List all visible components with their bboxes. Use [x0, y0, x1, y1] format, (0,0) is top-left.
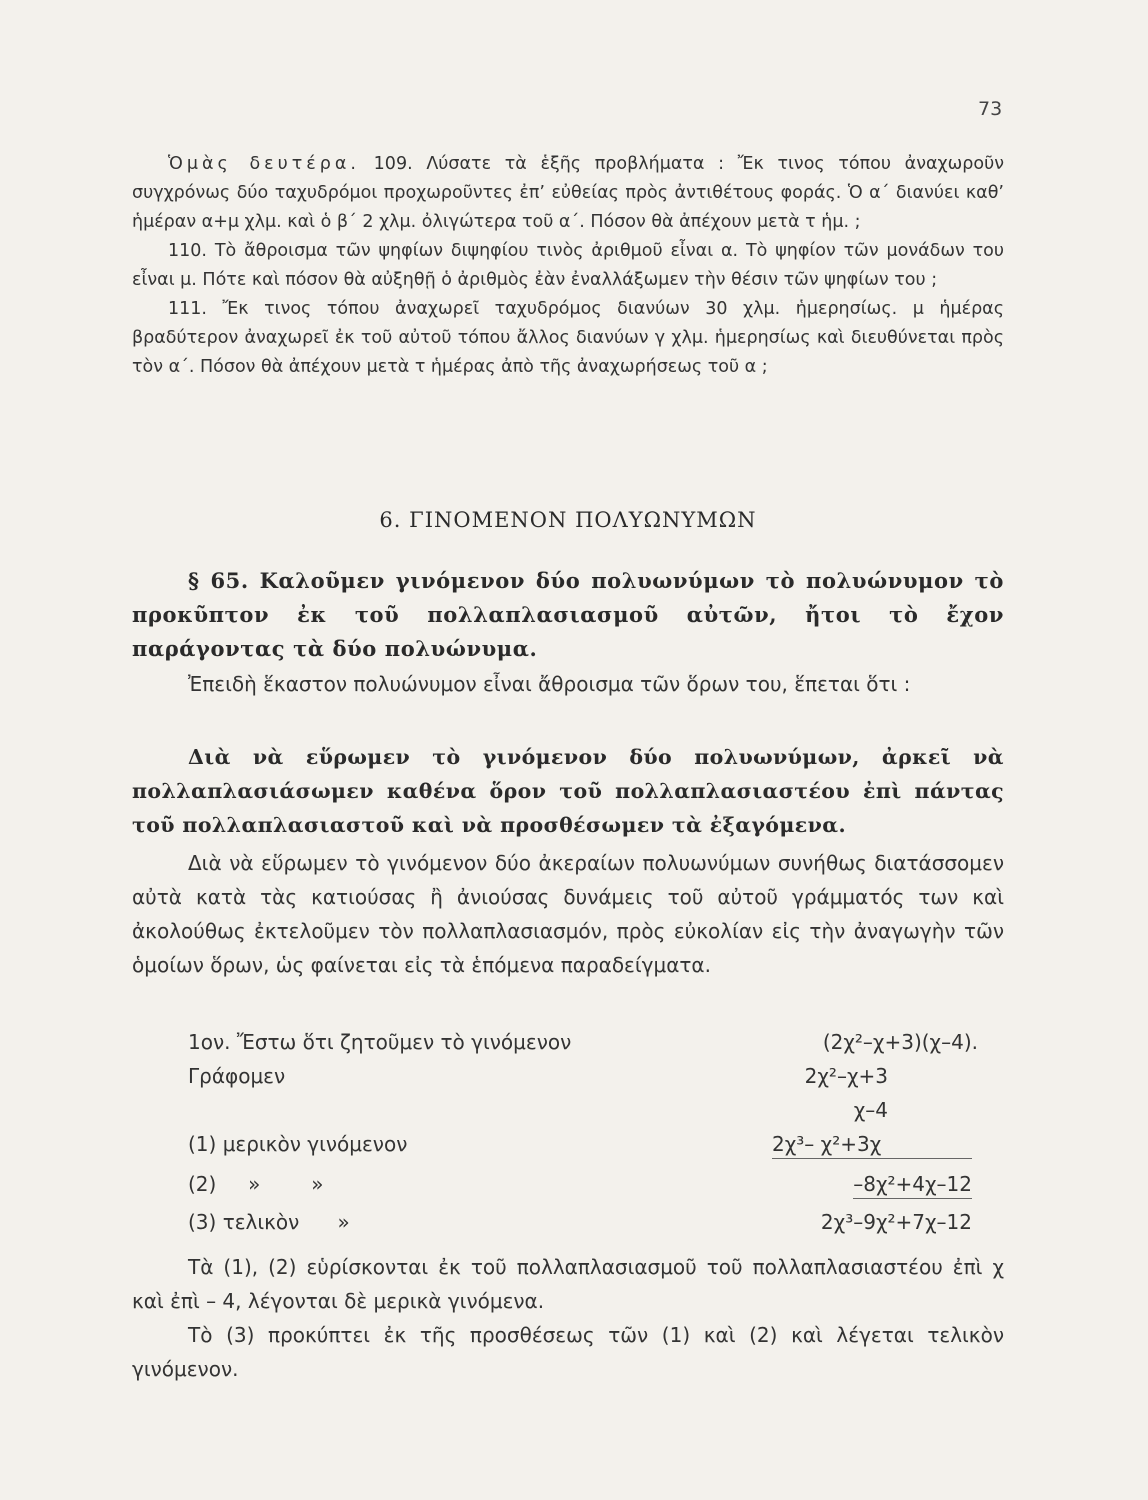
section-title: 6. ΓΙΝΟΜΕΝΟΝ ΠΟΛΥΩΝΥΜΩΝ	[379, 508, 757, 532]
example-write-label: Γράφομεν	[188, 1064, 286, 1088]
row3-expr: 2χ³–9χ²+7χ–12	[820, 1210, 972, 1234]
group-heading: Ὁμὰς δευτέρα.	[168, 154, 360, 174]
definition-text: § 65. Καλοῦμεν γινόμενον δύο πολυωνύμων τὸ πολυώνυμον τὸ προκῦπτον ἐκ τοῦ πολλαπλασιασμοῦ αὐτῶν, ἤτοι τὸ ἔχον παράγοντας τὰ δύο πολυώνυμα.	[132, 568, 1004, 661]
example-write-row	[132, 1064, 1004, 1098]
closing-text-1: Τὰ (1), (2) εὑρίσκονται ἐκ τοῦ πολλαπλασιασμοῦ τοῦ πολλαπλασιαστέου ἐπὶ χ καὶ ἐπὶ – 4, λέγονται δὲ μερικὰ γινόμενα.	[132, 1255, 1004, 1313]
example-row-2	[132, 1172, 1004, 1206]
closing-block	[132, 1250, 1004, 1386]
problem-110: 110. Τὸ ἄθροισμα τῶν ψηφίων διψηφίου τινὸς ἀριθμοῦ εἶναι α. Τὸ ψηφίον τῶν μονάδων του εἶναι μ. Πότε καὶ πόσον θὰ αὐξηθῇ ὁ ἀριθμὸς ἐὰν ἐναλλάξωμεν τὴν θέσιν τῶν ψηφίων του ;	[132, 241, 1004, 290]
example-intro-expr: (2χ²–χ+3)(χ–4).	[822, 1030, 978, 1054]
page-number: 73	[978, 98, 1003, 120]
row1-label: (1) μερικὸν γινόμενον	[188, 1132, 408, 1156]
definition-block	[132, 564, 1004, 666]
problem-109-text: 109. Λύσατε τὰ ἑξῆς προβλήματα : Ἔκ τινος τόπου ἀναχωροῦν συγχρόνως δύο ταχυδρόμοι προχωροῦντες ἐπ’ εὐθείας πρὸς ἀντιθέτους φοράς. Ὁ α΄ διανύει καθ’ ἡμέραν α+μ χλμ. καὶ ὁ β΄ 2 χλμ. ὀλιγώτερα τοῦ α΄. Πόσον θὰ ἀπέχουν μετὰ τ ἡμ. ;	[132, 154, 1004, 232]
multiplicand-expr: 2χ²–χ+3	[804, 1064, 888, 1088]
example-row-3	[132, 1210, 1004, 1244]
example-multiplier-row	[132, 1098, 1004, 1132]
closing-text-2: Τὸ (3) προκύπτει ἐκ τῆς προσθέσεως τῶν (1) καὶ (2) καὶ λέγεται τελικὸν γινόμενον.	[132, 1323, 1004, 1381]
multiplier-expr: χ–4	[853, 1098, 888, 1122]
example-intro-label: 1ον. Ἔστω ὅτι ζητοῦμεν τὸ γινόμενον	[188, 1030, 572, 1054]
problem-109	[132, 150, 1004, 237]
example-row-1	[132, 1132, 1004, 1166]
example-intro-row	[132, 1030, 1004, 1064]
method-block	[132, 846, 1004, 982]
row2-expr: –8χ²+4χ–12	[853, 1172, 972, 1199]
method-text: Διὰ νὰ εὕρωμεν τὸ γινόμενον δύο ἀκεραίων πολυωνύμων συνήθως διατάσσομεν αὐτὰ κατὰ τὰς κατιούσας ἢ ἀνιούσας δυνάμεις τοῦ αὐτοῦ γράμματός των καὶ ἀκολούθως ἐκτελοῦμεν τὸν πολλαπλασιασμόν, πρὸς εὐκολίαν εἰς τὴν ἀναγωγὴν τῶν ὁμοίων ὅρων, ὡς φαίνεται εἰς τὰ ἑπόμενα παραδείγματα.	[132, 851, 1004, 977]
rule-block	[132, 740, 1004, 842]
intro-text: Ἐπειδὴ ἕκαστον πολυώνυμον εἶναι ἄθροισμα τῶν ὅρων του, ἕπεται ὅτι :	[188, 672, 911, 696]
problem-111: 111. Ἔκ τινος τόπου ἀναχωρεῖ ταχυδρόμος διανύων 30 χλμ. ἡμερησίως. μ ἡμέρας βραδύτερον ἀναχωρεῖ ἐκ τοῦ αὐτοῦ τόπου ἄλλος διανύων γ χλμ. ἡμερησίως καὶ διευθύνεται πρὸς τὸν α΄. Πόσον θὰ ἀπέχουν μετὰ τ ἡμέρας ἀπὸ τῆς ἀναχωρήσεως τοῦ α ;	[132, 299, 1004, 377]
row1-expr: 2χ³– χ²+3χ	[772, 1132, 972, 1159]
intro-block	[132, 668, 1004, 701]
row3-label: (3) τελικὸν »	[188, 1210, 350, 1234]
rule-text: Διὰ νὰ εὕρωμεν τὸ γινόμενον δύο πολυωνύμων, ἀρκεῖ νὰ πολλαπλασιάσωμεν καθένα ὅρον τοῦ πολλαπλασιαστέου ἐπὶ πάντας τοῦ πολλαπλασιαστοῦ καὶ νὰ προσθέσωμεν τὰ ἐξαγόμενα.	[132, 745, 1004, 837]
row2-label: (2) » »	[188, 1172, 324, 1196]
problems-block	[132, 150, 1004, 382]
